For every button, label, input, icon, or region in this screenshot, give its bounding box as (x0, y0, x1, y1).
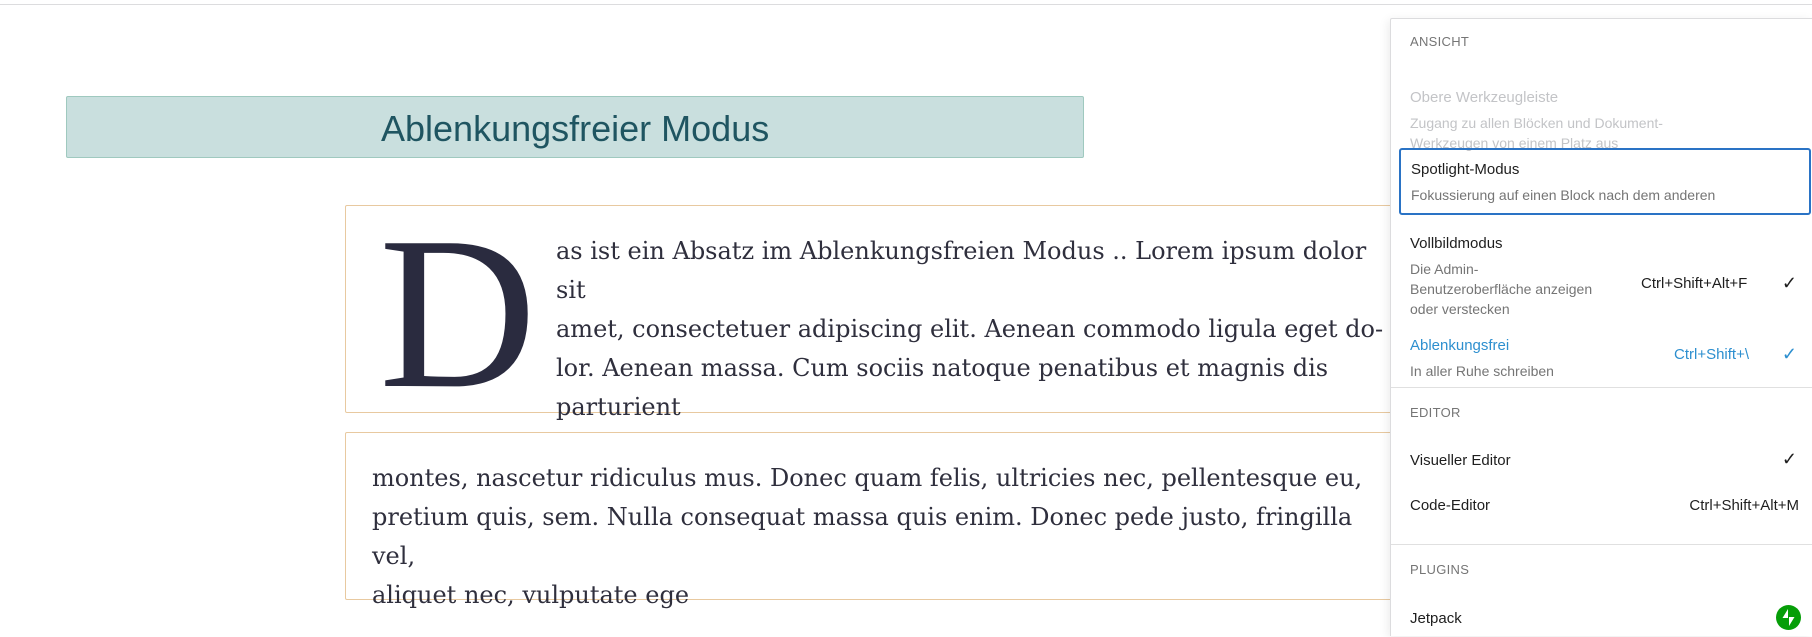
menu-item-description: Die Admin- Benutzeroberfläche anzeigen oder verstecken (1410, 261, 1593, 317)
menu-item-label: Jetpack (1410, 610, 1462, 627)
jetpack-icon (1776, 605, 1801, 630)
options-menu (1390, 18, 1812, 636)
menu-item-fullscreen-mode[interactable] (1391, 222, 1812, 322)
checkmark-icon: ✓ (1781, 449, 1797, 469)
top-divider (0, 4, 1812, 5)
menu-item-label: Obere Werkzeugleiste (1410, 89, 1559, 106)
heading-text[interactable]: Ablenkungsfreier Modus (381, 108, 770, 149)
menu-item-label: Vollbildmodus (1410, 235, 1503, 252)
menu-divider (1391, 387, 1812, 388)
drop-cap: D (379, 193, 537, 434)
menu-item-shortcut: Ctrl+Shift+Alt+M (1689, 497, 1799, 514)
paragraph-text-2[interactable]: montes, nascetur ridiculus mus. Donec quam felis, ultricies nec, pellentesque eu, pretium quis, sem. Nulla consequat massa quis enim. Donec pede justo, fringilla vel, aliquet nec, vulputate ege (372, 464, 1363, 609)
checkmark-icon: ✓ (1781, 273, 1797, 293)
group-title-view: ANSICHT (1410, 34, 1470, 49)
menu-item-shortcut: Ctrl+Shift+Alt+F (1641, 275, 1748, 292)
heading-block[interactable] (66, 96, 1084, 158)
menu-item-label: Code-Editor (1410, 497, 1491, 514)
menu-item-code-editor[interactable] (1391, 484, 1812, 528)
menu-item-description: Fokussierung auf einen Block nach dem anderen (1411, 187, 1716, 203)
menu-item-shortcut: Ctrl+Shift+\ (1674, 346, 1750, 363)
menu-item-label: Spotlight-Modus (1411, 161, 1520, 178)
menu-item-visual-editor[interactable] (1391, 439, 1812, 483)
paragraph-block-2[interactable] (345, 432, 1395, 609)
menu-item-spotlight-mode[interactable] (1399, 148, 1811, 215)
group-title-editor: EDITOR (1410, 405, 1461, 420)
group-title-plugins: PLUGINS (1410, 562, 1470, 577)
menu-divider (1391, 544, 1812, 545)
checkmark-icon: ✓ (1781, 344, 1797, 364)
menu-item-label: Ablenkungsfrei (1410, 337, 1510, 354)
menu-item-label: Visueller Editor (1410, 452, 1511, 469)
menu-item-description: In aller Ruhe schreiben (1410, 363, 1554, 379)
menu-item-jetpack[interactable] (1391, 597, 1812, 637)
menu-item-description: Zugang zu allen Blöcken und Dokument- Werkzeugen von einem Platz aus (1410, 115, 1663, 151)
paragraph-text-1[interactable]: as ist ein Absatz im Ablenkungsfreien Modus .. Lorem ipsum dolor sit amet, consectetuer adipiscing elit. Aenean commodo ligula eget do- lor. Aenean massa. Cum sociis natoque penatibus et magnis dis parturient (556, 237, 1384, 421)
menu-item-distraction-free[interactable] (1391, 325, 1812, 390)
paragraph-block-1[interactable] (345, 193, 1395, 434)
